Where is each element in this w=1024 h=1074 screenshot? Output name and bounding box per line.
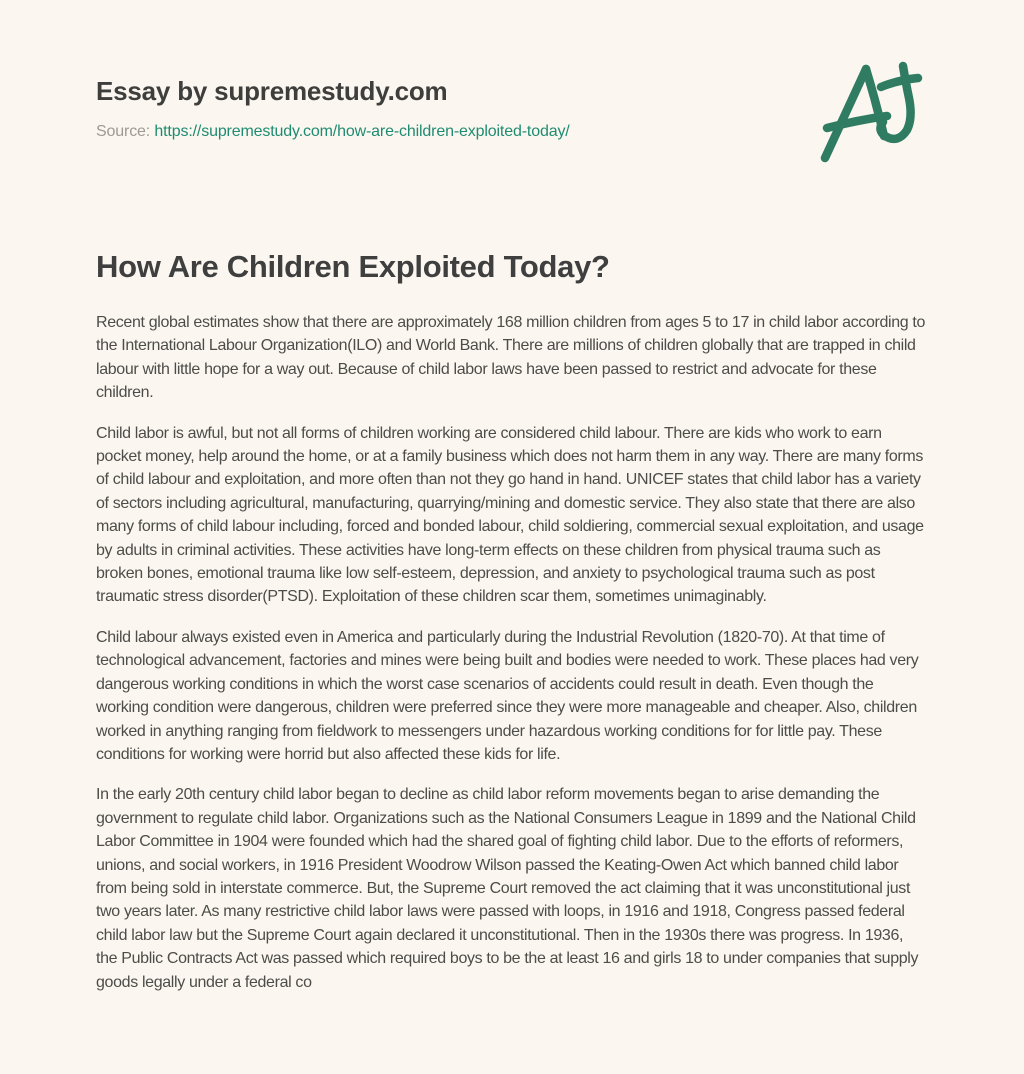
article-paragraph: In the early 20th century child labor began to decline as child labor reform movements began to arise demanding the government to regulate child labor. Organizations such as the National Consumers League in 1899 and the National Child Labor Committee in 1904 were founded which had the shared goal of fighting child labor. Due to the efforts of reformers, unions, and social workers, in 1916 President Woodrow Wilson passed the Keating-Owen Act which banned child labor from being sold in interstate commerce. But, the Supreme Court removed the act claiming that it was unconstitutional just two years later. As many restrictive child labor laws were passed with loops, in 1916 and 1918, Congress passed federal child labor law but the Supreme Court again declared it unconstitutional. Then in the 1930s there was progress. In 1936, the Public Contracts Act was passed which required boys to be the at least 16 and girls 18 to under companies that supply goods legally under a federal co — [96, 786, 919, 991]
article-paragraph: Child labour always existed even in America and particularly during the Industrial Revolution (1820-70). At that time of technological advancement, factories and mines were being built and bodies were needed to work. These places had very dangerous working conditions in which the worst case scenarios of accidents could result in death. Even though the working condition were dangerous, children were preferred since they were more manageable and cheaper. Also, children worked in anything ranging from fieldwork to messengers under hazardous working conditions for for little pay. These conditions for working were horrid but also affected these kids for life. — [96, 628, 919, 763]
article-body — [96, 311, 928, 994]
source-line — [96, 123, 928, 141]
site-title: Essay by supremestudy.com — [96, 76, 448, 106]
a-plus-logo-icon — [818, 60, 928, 164]
article-title: How Are Children Exploited Today? — [96, 249, 610, 284]
article-paragraph: Recent global estimates show that there are approximately 168 million children from ages 5 to 17 in child labor according to the International Labour Organization(ILO) and World Bank. There are millions of children globally that are trapped in child labour with little hope for a way out. Because of child labor laws have been passed to restrict and advocate for these children. — [96, 314, 926, 402]
source-label: Source: — [96, 123, 151, 140]
article-paragraph: Child labor is awful, but not all forms of children working are considered child labour. There are kids who work to earn pocket money, help around the home, or at a family business which does not harm them in any way. There are many forms of child labour and exploitation, and more often than not they go hand in hand. UNICEF states that child labor has a variety of sectors including agricultural, manufacturing, quarrying/mining and domestic service. They also state that there are also many forms of child labour including, forced and bonded labour, child soldiering, commercial sexual exploitation, and usage by adults in criminal activities. These activities have long-term effects on these children from physical trauma such as broken bones, emotional trauma like low self-esteem, depression, and anxiety to psychological trauma such as post traumatic stress disorder(PTSD). Exploitation of these children scar them, sometimes unimaginably. — [96, 424, 924, 606]
source-url-link[interactable]: https://supremestudy.com/how-are-children-exploited-today/ — [154, 123, 570, 140]
